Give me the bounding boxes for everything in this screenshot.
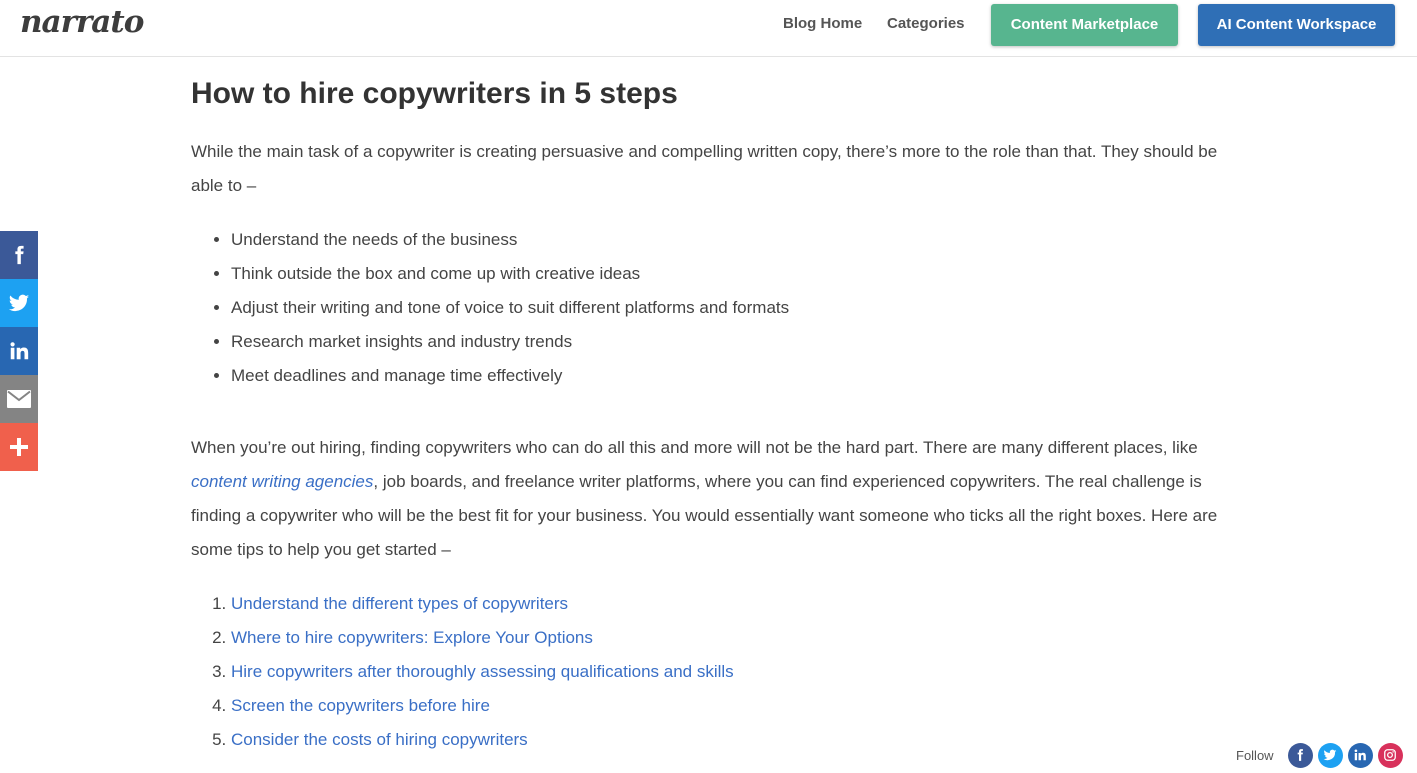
follow-twitter-button[interactable]: [1318, 743, 1343, 768]
follow-linkedin-button[interactable]: [1348, 743, 1373, 768]
follow-instagram-button[interactable]: [1378, 743, 1403, 768]
site-header: [0, 0, 1417, 57]
instagram-icon: [1383, 748, 1397, 762]
twitter-icon: [1323, 748, 1337, 762]
share-facebook-button[interactable]: [0, 231, 38, 279]
list-item: • Adjust their writing and tone of voice to suit different platforms and formats: [231, 291, 1226, 325]
ai-content-workspace-button[interactable]: AI Content Workspace: [1198, 4, 1395, 46]
article-content: [191, 72, 1226, 757]
narrato-logo[interactable]: narrato: [20, 4, 144, 40]
share-linkedin-button[interactable]: [0, 327, 38, 375]
nav-categories[interactable]: Categories: [887, 15, 965, 32]
list-item: • Understand the needs of the business: [231, 223, 1226, 257]
facebook-icon: [8, 244, 30, 266]
list-item: • Meet deadlines and manage time effectively: [231, 359, 1226, 393]
article-title: How to hire copywriters in 5 steps: [191, 77, 678, 110]
share-more-button[interactable]: [0, 423, 38, 471]
facebook-icon: [1293, 748, 1307, 762]
content-writing-agencies-link[interactable]: content writing agencies: [191, 472, 374, 491]
step-link-1[interactable]: Understand the different types of copywriters: [231, 594, 569, 613]
follow-label: Follow: [1236, 747, 1274, 763]
linkedin-icon: [8, 340, 30, 362]
step-link-2[interactable]: Where to hire copywriters: Explore Your Options: [231, 628, 593, 647]
step-link-3[interactable]: Hire copywriters after thoroughly assessing qualifications and skills: [231, 662, 734, 681]
list-item: [231, 655, 1226, 689]
hiring-paragraph: When you’re out hiring, finding copywriters who can do all this and more will not be the hard part. There are many different places, like content writing agencies, job boards, and freelance writer platforms, where you can find experienced copywriters. The real challenge is finding a copywriter who will be the best fit for your business. You would essentially want someone who ticks all the right boxes. Here are some tips to help you get started –: [191, 438, 1218, 559]
list-item: • Research market insights and industry trends: [231, 325, 1226, 359]
list-item: [231, 621, 1226, 655]
share-twitter-button[interactable]: [0, 279, 38, 327]
twitter-icon: [7, 292, 31, 314]
follow-facebook-button[interactable]: [1288, 743, 1313, 768]
list-item: • Think outside the box and come up with creative ideas: [231, 257, 1226, 291]
intro-paragraph: While the main task of a copywriter is creating persuasive and compelling written copy, there’s more to the role than that. They should be able to –: [191, 142, 1218, 195]
steps-list: [191, 587, 1226, 757]
plus-icon: [10, 438, 28, 456]
list-item: [231, 689, 1226, 723]
step-link-5[interactable]: Consider the costs of hiring copywriters: [231, 730, 528, 749]
follow-bar: [1236, 741, 1403, 769]
skills-list: [191, 223, 1226, 393]
linkedin-icon: [1353, 748, 1367, 762]
email-icon: [7, 390, 31, 408]
step-link-4[interactable]: Screen the copywriters before hire: [231, 696, 490, 715]
share-email-button[interactable]: [0, 375, 38, 423]
share-sidebar: [0, 231, 38, 471]
list-item: [231, 587, 1226, 621]
nav-blog-home[interactable]: Blog Home: [783, 15, 863, 32]
list-item: [231, 723, 1226, 757]
content-marketplace-button[interactable]: Content Marketplace: [991, 4, 1178, 46]
